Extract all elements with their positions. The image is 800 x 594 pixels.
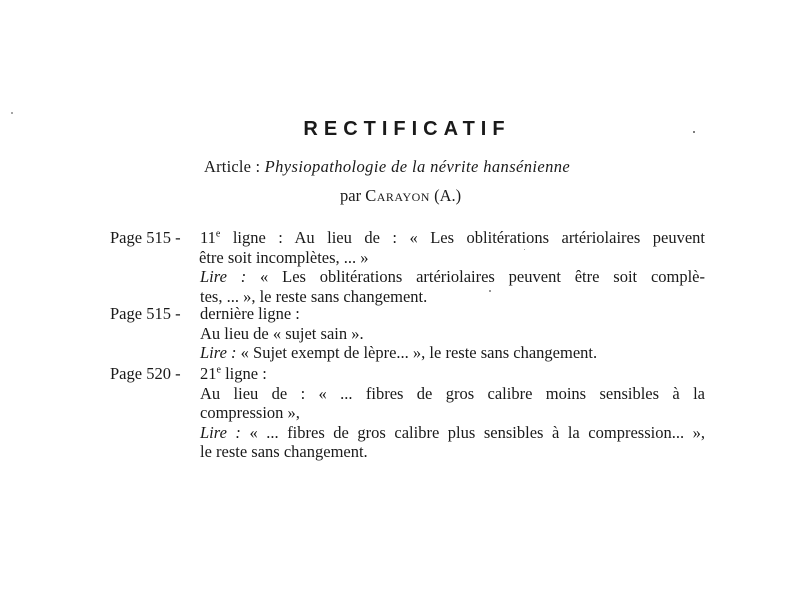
author-name: Carayon — [365, 186, 430, 205]
author-prefix: par — [340, 186, 362, 205]
page-reference: Page 515 - — [110, 228, 181, 247]
correction-line: dernière ligne : — [200, 304, 300, 323]
correction-line: Lire : « Les oblitérations artériolaires peuvent être soit complè- — [200, 267, 706, 286]
scan-speck — [489, 290, 491, 292]
scan-speck — [524, 249, 525, 250]
page-reference: Page 515 - — [110, 304, 181, 323]
correction-body — [200, 228, 705, 306]
correction-line: Au lieu de « sujet sain ». — [200, 323, 364, 343]
scan-speck — [693, 131, 695, 133]
correction-line: Au lieu de : « ... fibres de gros calibre moins sensibles à la — [200, 383, 705, 403]
article-line — [204, 157, 570, 177]
article-label: Article : — [204, 157, 261, 176]
correction-body — [200, 364, 705, 462]
correction-line: être soit incomplètes, ... » — [199, 247, 369, 267]
author-initial: (A.) — [434, 186, 462, 205]
correction-line: tes, ... », le reste sans changement. — [200, 286, 428, 306]
correction-line: Lire : « Sujet exempt de lèpre... », le reste sans changement. — [200, 343, 598, 362]
page-reference: Page 520 - — [110, 364, 181, 383]
article-title: Physiopathologie de la névrite hansénienne — [264, 157, 571, 176]
correction-body — [200, 304, 705, 363]
author-line — [340, 186, 461, 206]
correction-line: Lire : « ... fibres de gros calibre plus sensibles à la compression... », — [200, 422, 705, 442]
correction-line: 11e ligne : Au lieu de : « Les oblitérations artériolaires peuvent — [200, 228, 705, 247]
correction-line: le reste sans changement. — [200, 442, 368, 461]
scan-speck — [11, 112, 13, 114]
page-title: RECTIFICATIF — [303, 118, 511, 140]
correction-line: 21e ligne : — [200, 364, 267, 383]
correction-line: compression », — [200, 403, 300, 422]
